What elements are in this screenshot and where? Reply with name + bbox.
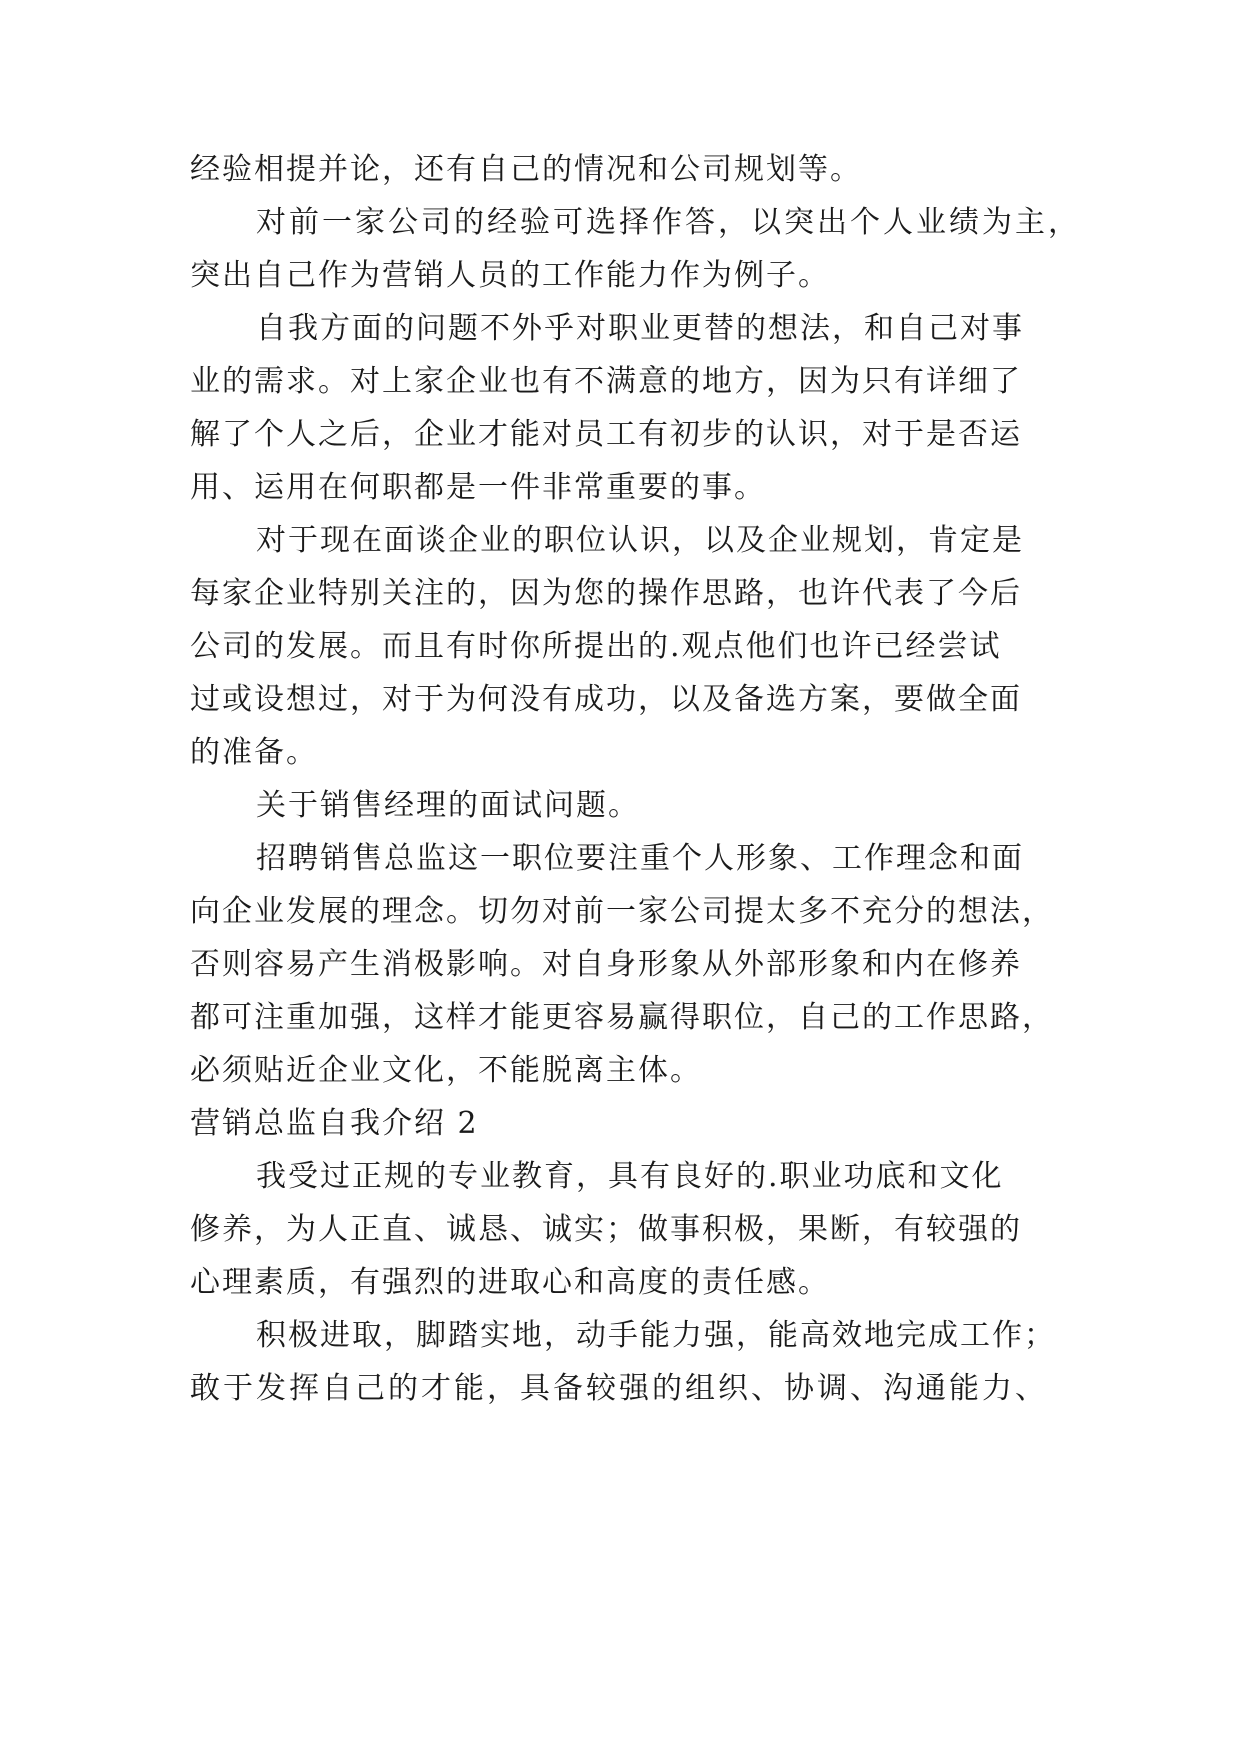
paragraph-start-line: 对前一家公司的经验可选择作答，以突出个人业绩为主， [256,205,1081,240]
text-line: 向企业发展的理念。切勿对前一家公司提太多不充分的想法， [190,894,1054,929]
text-line: 用、运用在何职都是一件非常重要的事。 [190,470,766,505]
text-line: 心理素质，有强烈的进取心和高度的责任感。 [190,1265,830,1300]
paragraph-start-line: 积极进取，脚踏实地，动手能力强，能高效地完成工作； [256,1318,1056,1353]
text-line: 的准备。 [190,735,318,770]
paragraph-start-line: 对于现在面谈企业的职位认识，以及企业规划，肯定是 [256,523,1024,558]
paragraph-start-line: 招聘销售总监这一职位要注重个人形象、工作理念和面 [256,841,1024,876]
text-line: 过或设想过，对于为何没有成功，以及备选方案，要做全面 [190,682,1022,717]
text-line: 业的需求。对上家企业也有不满意的地方，因为只有详细了 [190,364,1022,399]
text-line: 否则容易产生消极影响。对自身形象从外部形象和内在修养 [190,947,1022,982]
text-line: 必须贴近企业文化，不能脱离主体。 [190,1053,702,1088]
text-line: 修养，为人正直、诚恳、诚实；做事积极，果断，有较强的 [190,1212,1022,1247]
text-line: 每家企业特别关注的，因为您的操作思路，也许代表了今后 [190,576,1022,611]
section-heading: 营销总监自我介绍 2 [190,1106,479,1141]
text-line: 解了个人之后，企业才能对员工有初步的认识，对于是否运 [190,417,1022,452]
text-line: 经验相提并论，还有自己的情况和公司规划等。 [190,152,862,187]
text-line: 突出自己作为营销人员的工作能力作为例子。 [190,258,830,293]
text-line: 都可注重加强，这样才能更容易赢得职位，自己的工作思路， [190,1000,1054,1035]
text-line: 敢于发挥自己的才能，具备较强的组织、协调、沟通能力、 [190,1371,1048,1406]
text-line: 公司的发展。而且有时你所提出的.观点他们也许已经尝试 [190,629,1002,664]
paragraph-start-line: 关于销售经理的面试问题。 [256,788,640,823]
paragraph-start-line: 我受过正规的专业教育，具有良好的.职业功底和文化 [256,1159,1004,1194]
paragraph-start-line: 自我方面的问题不外乎对职业更替的想法，和自己对事 [256,311,1024,346]
